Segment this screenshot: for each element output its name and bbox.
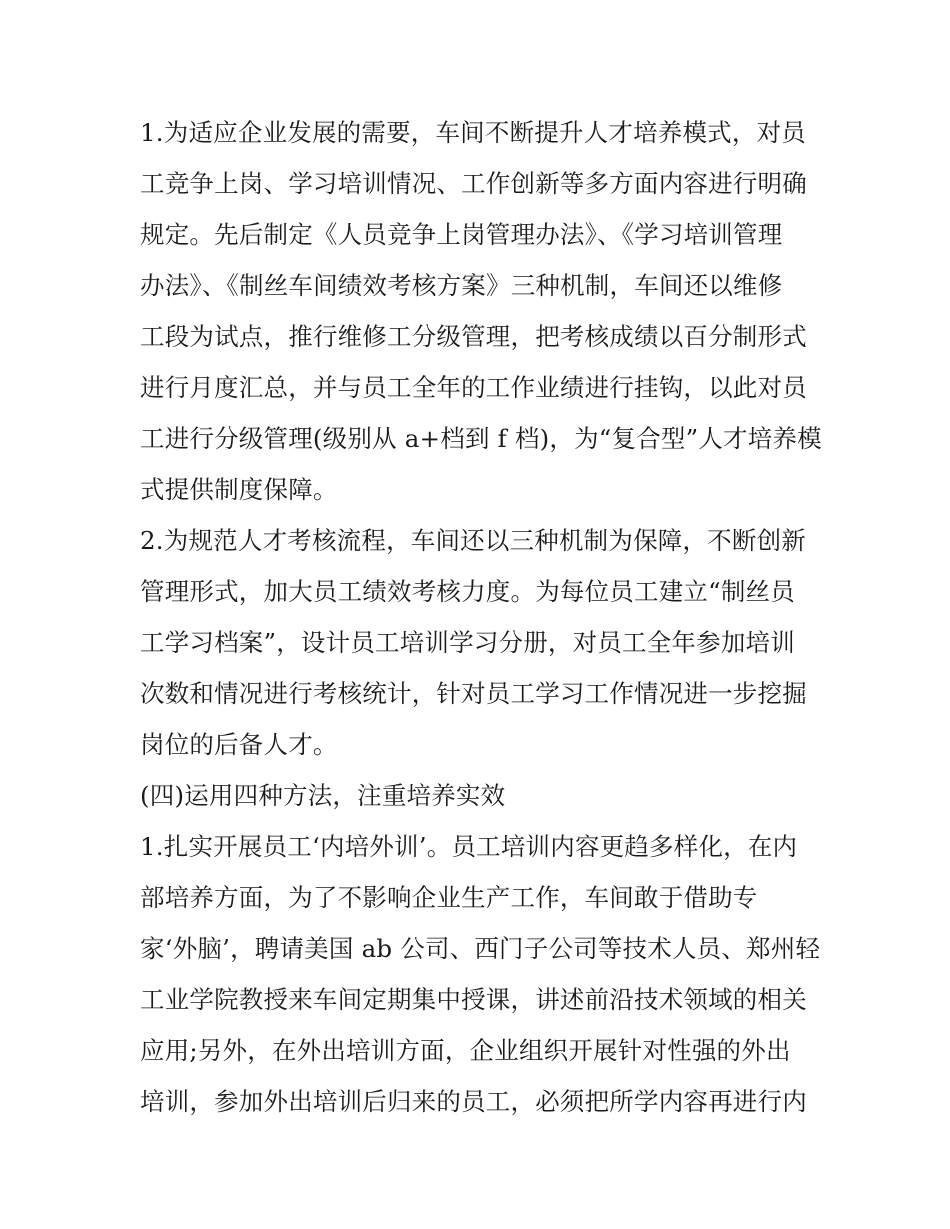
text-line: 家‘外脑’，聘请美国 ab 公司、西门子公司等技术人员、郑州轻: [140, 934, 821, 963]
text-line: 进行月度汇总，并与员工全年的工作业绩进行挂钩，以此对员: [140, 373, 807, 402]
text-line: 2.为规范人才考核流程，车间还以三种机制为保障，不断创新: [140, 526, 806, 555]
text-line: 工学习档案”，设计员工培训学习分册，对员工全年参加培训: [140, 628, 795, 657]
text-line: 岗位的后备人才。: [140, 730, 338, 759]
text-line: 工进行分级管理(级别从 a+档到 f 档)，为“复合型”人才培养模: [140, 424, 822, 453]
text-line: 管理形式，加大员工绩效考核力度。为每位员工建立“制丝员: [140, 577, 795, 606]
section-heading: (四)运用四种方法，注重培养实效: [140, 781, 506, 810]
text-line: 应用;另外，在外出培训方面，企业组织开展针对性强的外出: [140, 1036, 791, 1065]
text-line: 工竞争上岗、学习培训情况、工作创新等多方面内容进行明确: [140, 169, 807, 198]
text-line: 部培养方面，为了不影响企业生产工作，车间敢于借助专: [140, 883, 758, 912]
text-line: 培训，参加外出培训后归来的员工，必须把所学内容再进行内: [140, 1087, 807, 1116]
text-line: 规定。先后制定《人员竞争上岗管理办法》、《学习培训管理: [140, 220, 783, 249]
text-line: 1.为适应企业发展的需要，车间不断提升人才培养模式，对员: [140, 118, 806, 147]
text-line: 工业学院教授来车间定期集中授课，讲述前沿技术领域的相关: [140, 985, 807, 1014]
text-line: 次数和情况进行考核统计，针对员工学习工作情况进一步挖掘: [140, 679, 807, 708]
text-line: 工段为试点，推行维修工分级管理，把考核成绩以百分制形式: [140, 322, 807, 351]
text-line: 办法》、《制丝车间绩效考核方案》三种机制，车间还以维修: [140, 271, 783, 300]
document-body: [140, 107, 820, 1127]
text-line: 1.扎实开展员工‘内培外训’。员工培训内容更趋多样化，在内: [140, 832, 798, 861]
text-line: 式提供制度保障。: [140, 475, 338, 504]
